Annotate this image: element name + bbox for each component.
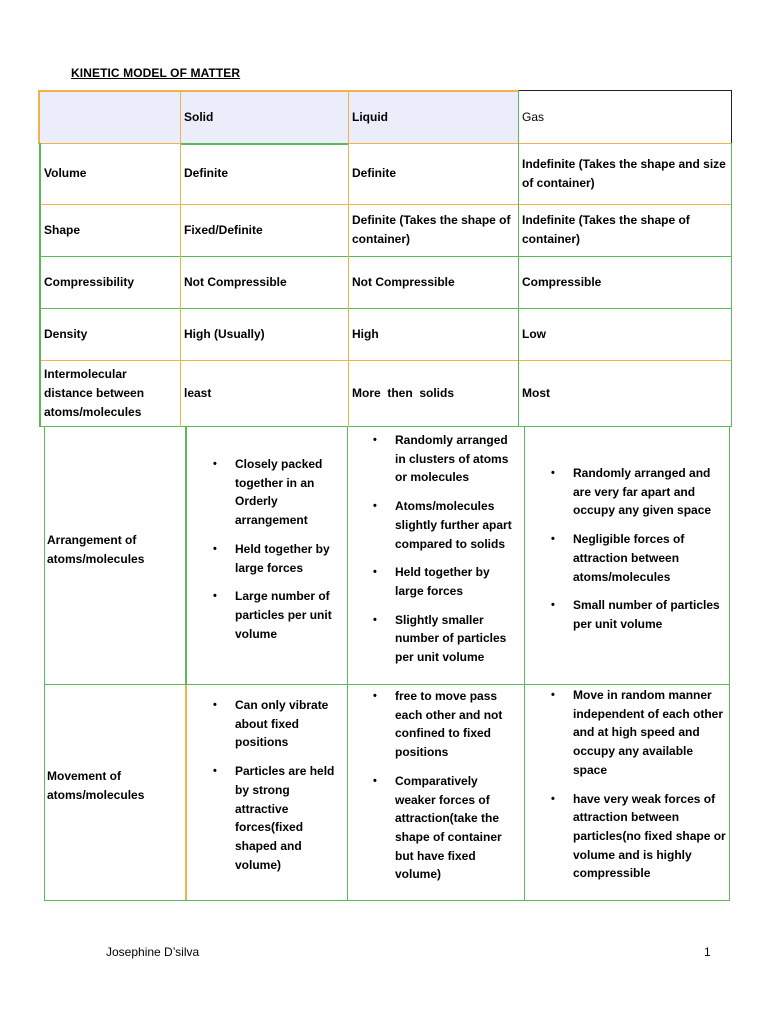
rule — [518, 90, 732, 91]
row-label-shape: Shape — [44, 222, 81, 237]
rule — [39, 143, 41, 427]
row-label-arrangement: Arrangement of atoms/molecules — [47, 533, 145, 566]
rule — [348, 143, 732, 144]
rule — [40, 426, 732, 427]
rule — [731, 90, 732, 144]
list-item: • have very weak forces of attraction between particles(no fixed shape or volume and is highly compressible — [573, 790, 729, 884]
movement-solid-list — [235, 696, 345, 874]
shape-gas: Indefinite (Takes the shape of container) — [522, 213, 690, 246]
list-item: • Held together by large forces — [235, 540, 343, 577]
header-cell-liquid: Liquid — [348, 91, 518, 143]
header-cell-gas: Gas — [522, 109, 545, 124]
rule — [40, 90, 518, 92]
row-label-compressibility: Compressibility — [44, 274, 135, 289]
list-item: • Atoms/molecules slightly further apart compared to solids — [395, 497, 517, 553]
rule — [180, 90, 181, 427]
rule — [44, 900, 730, 901]
document-title: KINETIC MODEL OF MATTER — [71, 66, 241, 80]
rule — [518, 90, 519, 427]
header-cell-solid: Solid — [180, 91, 348, 143]
footer-author: Josephine D’silva — [106, 945, 200, 959]
movement-liquid-list — [395, 687, 513, 884]
volume-solid: Definite — [184, 166, 229, 180]
page-number: 1 — [704, 945, 711, 959]
rule — [40, 308, 732, 309]
rule — [38, 90, 40, 144]
arrangement-gas-list — [573, 464, 725, 634]
list-item: • Randomly arranged and are very far apart and occupy any given space — [573, 464, 725, 520]
row-label-volume: Volume — [44, 166, 87, 180]
rule — [44, 427, 45, 900]
row-label-density: Density — [44, 326, 88, 341]
rule — [40, 204, 732, 205]
list-item: • Move in random manner independent of each other and at high speed and occupy any available space — [573, 686, 729, 780]
arrangement-liquid — [395, 431, 517, 677]
rule — [524, 427, 525, 900]
arrangement-gas — [573, 464, 725, 644]
density-solid: High (Usually) — [184, 326, 265, 341]
list-item: • Particles are held by strong attractive forces(fixed shaped and volume) — [235, 762, 345, 874]
list-item: • Closely packed together in an Orderly arrangement — [235, 455, 343, 530]
arrangement-solid-list — [235, 455, 343, 643]
compressibility-liquid: Not Compressible — [352, 274, 455, 289]
list-item: • Can only vibrate about fixed positions — [235, 696, 345, 752]
list-item: • Comparatively weaker forces of attraction(take the shape of container but have fixed volume) — [395, 772, 513, 884]
distance-gas: Most — [522, 385, 550, 400]
compressibility-solid: Not Compressible — [184, 274, 287, 289]
movement-gas-list — [573, 686, 729, 883]
volume-gas: Indefinite (Takes the shape and size of container) — [522, 156, 726, 190]
distance-liquid: More then solids — [352, 385, 455, 400]
rule — [40, 256, 732, 257]
movement-gas — [573, 686, 729, 893]
list-item: • Small number of particles per unit volume — [573, 596, 725, 633]
list-item: • Large number of particles per unit volume — [235, 587, 343, 643]
list-item: • Randomly arranged in clusters of atoms or molecules — [395, 431, 517, 487]
movement-liquid — [395, 687, 513, 894]
arrangement-liquid-list — [395, 431, 517, 667]
rule — [185, 427, 187, 684]
rule — [40, 360, 732, 361]
rule — [729, 427, 730, 900]
distance-solid: least — [184, 385, 212, 400]
movement-solid — [235, 696, 345, 884]
rule — [44, 684, 730, 685]
rule — [731, 143, 732, 427]
density-gas: Low — [522, 326, 546, 341]
rule — [348, 90, 349, 427]
volume-liquid: Definite — [352, 166, 397, 180]
arrangement-solid — [235, 455, 343, 653]
shape-solid: Fixed/Definite — [184, 222, 263, 237]
list-item: • Negligible forces of attraction between atoms/molecules — [573, 530, 725, 586]
list-item: • free to move pass each other and not confined to fixed positions — [395, 687, 513, 762]
list-item: • Slightly smaller number of particles per unit volume — [395, 611, 517, 667]
rule — [180, 143, 348, 145]
rule — [185, 684, 187, 900]
rule — [347, 427, 348, 900]
list-item: • Held together by large forces — [395, 563, 517, 600]
row-label-intermolecular-distance: Intermolecular distance between atoms/molecules — [44, 366, 145, 419]
rule — [40, 143, 180, 144]
density-liquid: High — [352, 326, 379, 341]
row-label-movement: Movement of atoms/molecules — [47, 769, 145, 802]
header-cell-empty — [40, 91, 180, 143]
shape-liquid: Definite (Takes the shape of container) — [352, 213, 511, 246]
compressibility-gas: Compressible — [522, 274, 602, 289]
